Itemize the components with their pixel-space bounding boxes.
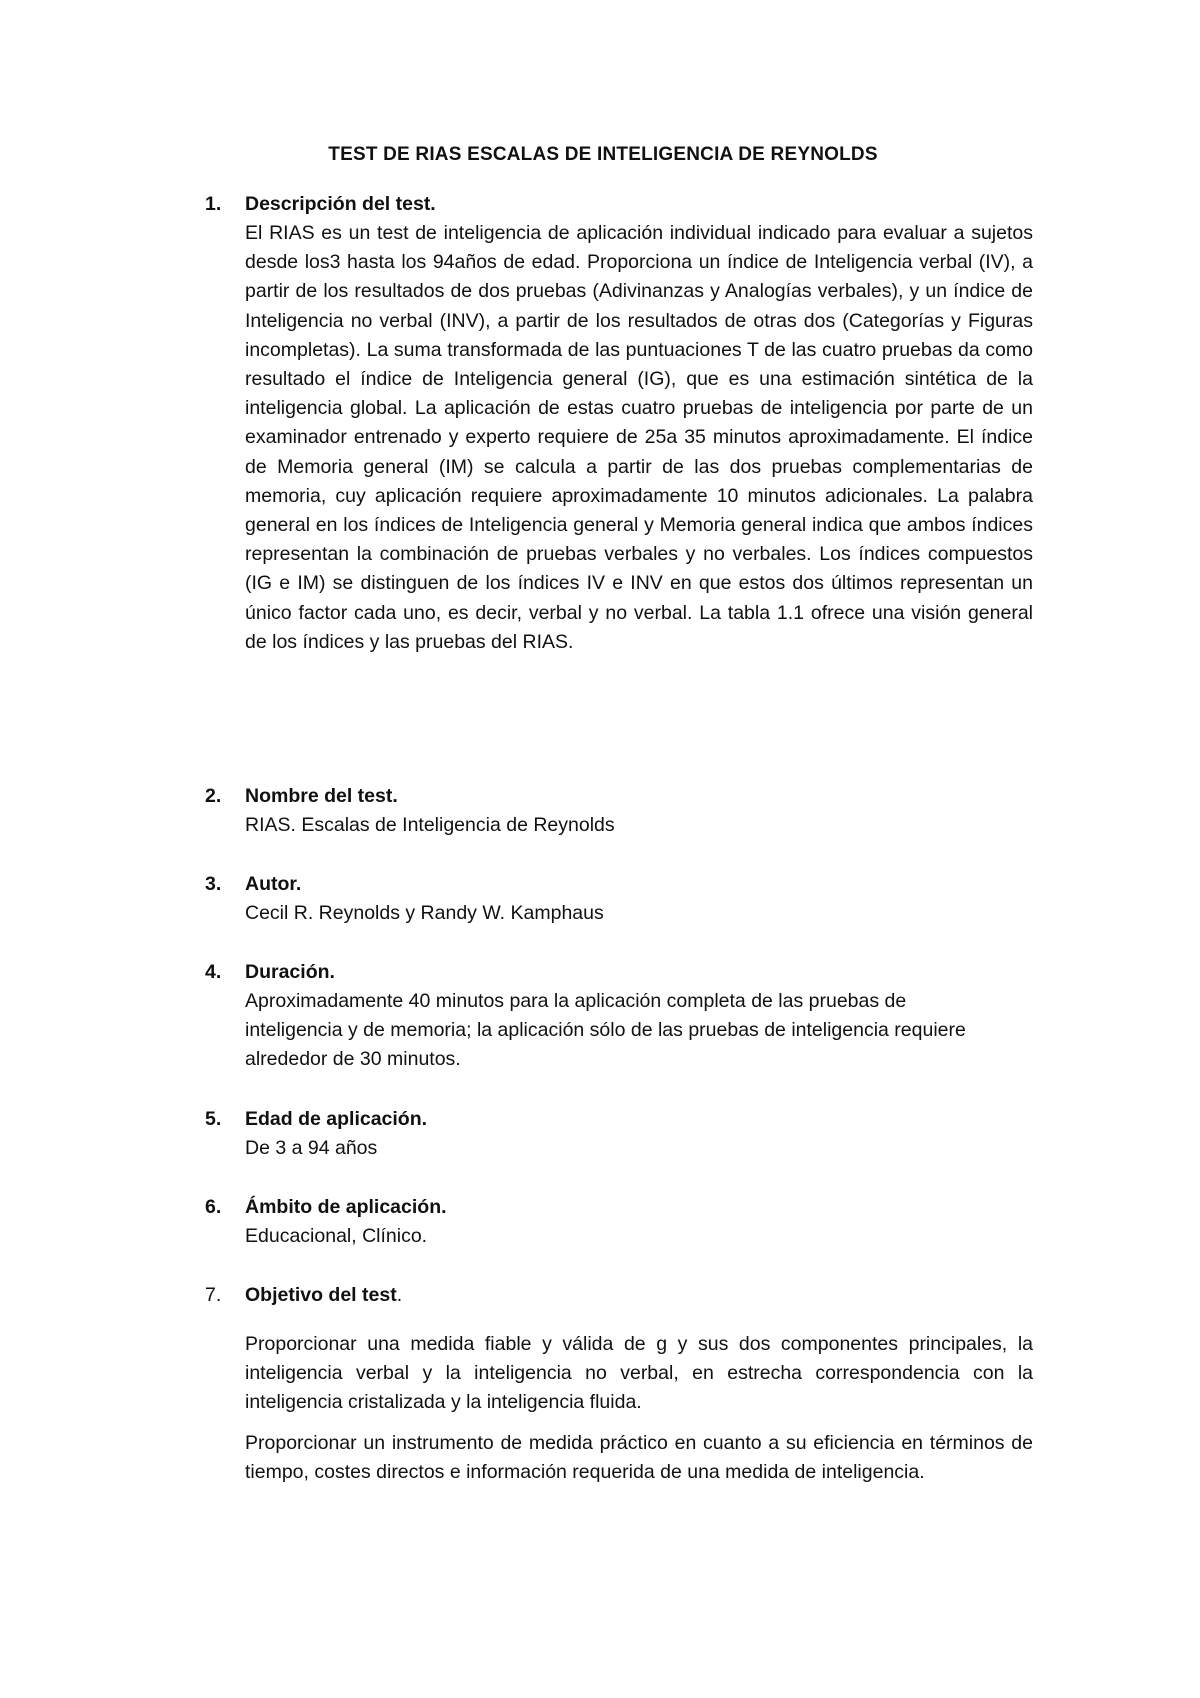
section-heading-period: . xyxy=(396,1284,403,1306)
section-heading xyxy=(245,1281,402,1310)
section-body: Educacional, Clínico. xyxy=(245,1225,428,1247)
section-number: 2. xyxy=(205,785,222,807)
section-heading: Duración. xyxy=(245,961,335,983)
section-heading: Ámbito de aplicación. xyxy=(245,1196,447,1218)
objective-paragraph-1: Proporcionar una medida fiable y válida de g y sus dos componentes principales, la inteligencia verbal y la inteligencia no verbal, en estrecha correspondencia con la inteligencia cristalizada y la inteligencia fluida. xyxy=(245,1333,1033,1414)
section-body: De 3 a 94 años xyxy=(245,1137,378,1159)
section-body: Cecil R. Reynolds y Randy W. Kamphaus xyxy=(245,902,604,924)
section-number: 4. xyxy=(205,961,222,983)
section-heading: Nombre del test. xyxy=(245,785,398,807)
section-body: Aproximadamente 40 minutos para la aplicación completa de las pruebas de inteligencia y de memoria; la aplicación sólo de las pruebas de inteligencia requiere alrededor de 30 minutos. xyxy=(245,990,966,1071)
section-heading: Edad de aplicación. xyxy=(245,1108,428,1130)
section-heading-text: Objetivo del test xyxy=(245,1284,397,1306)
document-title: TEST DE RIAS ESCALAS DE INTELIGENCIA DE REYNOLDS xyxy=(328,144,878,165)
section-number: 5. xyxy=(205,1108,222,1130)
section-number: 6. xyxy=(205,1196,222,1218)
section-heading: Autor. xyxy=(245,873,302,895)
section-number: 1. xyxy=(205,193,222,215)
section-number: 7. xyxy=(205,1284,222,1306)
objective-paragraph-2: Proporcionar un instrumento de medida práctico en cuanto a su eficiencia en términos de tiempo, costes directos e información requerida de una medida de inteligencia. xyxy=(245,1432,1033,1484)
section-heading: Descripción del test. xyxy=(245,193,436,215)
section-body: RIAS. Escalas de Inteligencia de Reynolds xyxy=(245,814,615,836)
section-number: 3. xyxy=(205,873,222,895)
section-body: El RIAS es un test de inteligencia de aplicación individual indicado para evaluar a sujetos desde los3 hasta los 94años de edad. Proporciona un índice de Inteligencia verbal (IV), a partir de los resultados de dos pruebas (Adivinanzas y Analogías verbales), y un índice de Inteligencia no verbal (INV), a partir de los resultados de otras dos (Categorías y Figuras incompletas). La suma transformada de las puntuaciones T de las cuatro pruebas da como resultado el índice de Inteligencia general (IG), que es una estimación sintética de la inteligencia global. La aplicación de estas cuatro pruebas de inteligencia por parte de un examinador entrenado y experto requiere de 25a 35 minutos aproximadamente. El índice de Memoria general (IM) se calcula a partir de las dos pruebas complementarias de memoria, cuy aplicación requiere aproximadamente 10 minutos adicionales. La palabra general en los índices de Inteligencia general y Memoria general indica que ambos índices representan la combinación de pruebas verbales y no verbales. Los índices compuestos (IG e IM) se distinguen de los índices IV e INV en que estos dos últimos representan un único factor cada uno, es decir, verbal y no verbal. La tabla 1.1 ofrece una visión general de los índices y las pruebas del RIAS. xyxy=(245,222,1033,653)
